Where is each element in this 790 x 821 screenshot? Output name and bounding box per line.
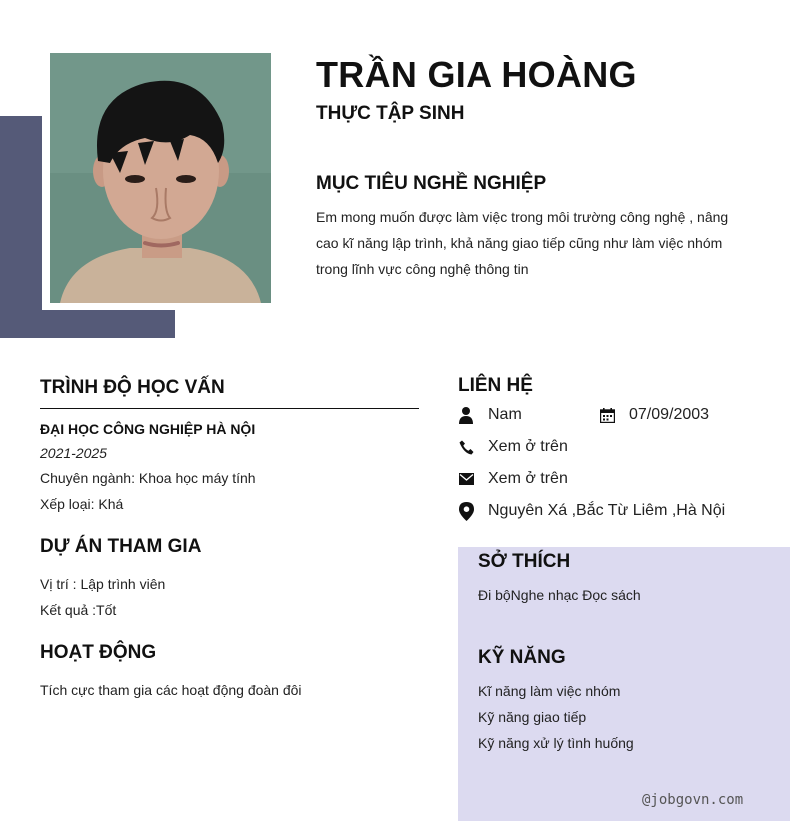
project-result: Kết quả :Tốt xyxy=(40,602,117,618)
education-years: 2021-2025 xyxy=(40,445,107,461)
education-divider xyxy=(40,408,419,409)
hobbies-text: Đi bộNghe nhạc Đọc sách xyxy=(478,587,641,603)
activities-heading: HOẠT ĐỘNG xyxy=(40,642,157,663)
education-rank: Xếp loại: Khá xyxy=(40,496,124,512)
skills-heading: KỸ NĂNG xyxy=(478,647,566,668)
contact-address: Nguyên Xá ,Bắc Từ Liêm ,Hà Nội xyxy=(488,502,726,519)
education-heading: TRÌNH ĐỘ HỌC VẤN xyxy=(40,377,225,398)
contact-phone: Xem ở trên xyxy=(488,438,568,455)
contact-gender: Nam xyxy=(488,406,522,423)
contact-heading: LIÊN HỆ xyxy=(458,375,533,396)
objective-text xyxy=(316,204,736,282)
activities-text: Tích cực tham gia các hoạt động đoàn đôi xyxy=(40,682,302,698)
education-major: Chuyên ngành: Khoa học máy tính xyxy=(40,470,256,486)
contact-email-row xyxy=(458,470,568,488)
watermark: @jobgovn.com xyxy=(642,792,744,808)
skill-item: Kĩ năng làm việc nhóm xyxy=(478,683,621,699)
hobbies-heading: SỞ THÍCH xyxy=(478,551,571,572)
candidate-role: THỰC TẬP SINH xyxy=(316,103,465,124)
contact-birthday-row xyxy=(599,406,709,424)
skill-item: Kỹ năng giao tiếp xyxy=(478,709,587,725)
objective-line: Em mong muốn được làm việc trong môi trường công nghệ , nâng xyxy=(316,209,729,225)
contact-email: Xem ở trên xyxy=(488,470,568,487)
objective-line: trong lĩnh vực công nghệ thông tin xyxy=(316,261,529,277)
phone-icon xyxy=(458,438,474,456)
candidate-name: TRẦN GIA HOÀNG xyxy=(316,54,637,95)
project-position: Vị trí : Lập trình viên xyxy=(40,576,166,592)
contact-address-row xyxy=(458,502,725,520)
calendar-icon xyxy=(599,406,615,424)
projects-heading: DỰ ÁN THAM GIA xyxy=(40,536,202,557)
contact-gender-row xyxy=(458,406,522,424)
person-icon xyxy=(458,406,474,424)
profile-photo xyxy=(50,53,271,303)
accent-block-left xyxy=(0,116,42,338)
accent-block-bottom xyxy=(0,310,175,338)
objective-heading: MỤC TIÊU NGHỀ NGHIỆP xyxy=(316,173,547,194)
contact-phone-row xyxy=(458,438,568,456)
profile-photo-illustration xyxy=(50,53,271,303)
mail-icon xyxy=(458,470,474,488)
objective-line: cao kĩ năng lập trình, khả năng giao tiếp cũng như làm việc nhóm xyxy=(316,235,723,251)
location-pin-icon xyxy=(458,502,474,520)
contact-birthday: 07/09/2003 xyxy=(629,406,710,423)
skill-item: Kỹ năng xử lý tình huống xyxy=(478,735,634,751)
education-school: ĐẠI HỌC CÔNG NGHIỆP HÀ NỘI xyxy=(40,421,256,437)
